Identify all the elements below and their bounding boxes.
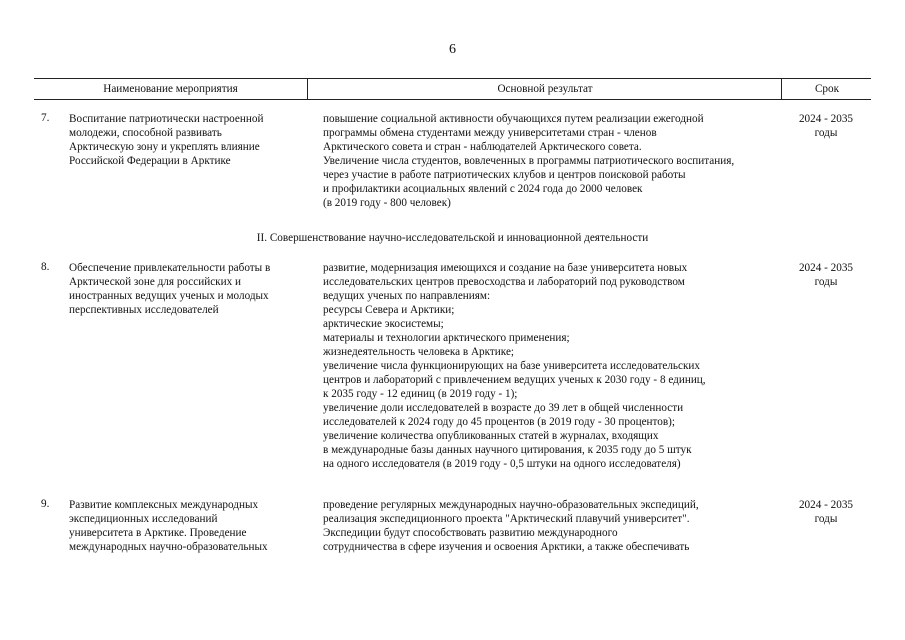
activity-name-line: Арктическую зону и укреплять влияние bbox=[69, 141, 260, 153]
term-line: годы bbox=[814, 513, 838, 525]
activity-name-line: Российской Федерации в Арктике bbox=[69, 155, 231, 167]
activity-name-line: университета в Арктике. Проведение bbox=[69, 527, 247, 539]
result-line: (в 2019 году - 800 человек) bbox=[323, 197, 451, 209]
result-line: реализация экспедиционного проекта "Арктический плавучий университет". bbox=[323, 513, 690, 525]
result-line: исследователей к 2024 году до 45 процентов (в 2019 году - 30 процентов); bbox=[323, 416, 675, 428]
term bbox=[786, 498, 866, 526]
main-result bbox=[323, 261, 773, 471]
main-result bbox=[323, 498, 773, 554]
result-line: ресурсы Севера и Арктики; bbox=[323, 304, 455, 316]
result-line: центров и лабораторий с привлечением ведущих ученых к 2030 году - 8 единиц, bbox=[323, 374, 706, 386]
result-line: повышение социальной активности обучающихся путем реализации ежегодной bbox=[323, 113, 704, 125]
section-title: II. Совершенствование научно-исследовательской и инновационной деятельности bbox=[256, 232, 649, 244]
result-line: на одного исследователя (в 2019 году - 0,5 штуки на одного исследователя) bbox=[323, 458, 681, 470]
result-line: Экспедиции будут способствовать развитию международного bbox=[323, 527, 618, 539]
result-line: проведение регулярных международных научно-образовательных экспедиций, bbox=[323, 499, 699, 511]
result-line: увеличение числа функционирующих на базе университета исследовательских bbox=[323, 360, 700, 372]
term-line: 2024 - 2035 bbox=[798, 262, 854, 274]
activity-name-line: Обеспечение привлекательности работы в bbox=[69, 262, 271, 274]
term bbox=[786, 261, 866, 289]
result-line: увеличение доли исследователей в возрасте до 39 лет в общей численности bbox=[323, 402, 684, 414]
page-number: 6 bbox=[449, 42, 456, 57]
row-number: 7. bbox=[41, 112, 50, 124]
header-main-result: Основной результат bbox=[307, 79, 782, 99]
activity-name-line: международных научно-образовательных bbox=[69, 541, 268, 553]
activity-name-line: Арктической зоне для российских и bbox=[69, 276, 241, 288]
activity-name-line: молодежи, способной развивать bbox=[69, 127, 222, 139]
term bbox=[786, 112, 866, 140]
activity-name bbox=[69, 112, 309, 168]
row-number: 8. bbox=[41, 261, 50, 273]
header-term: Срок bbox=[781, 79, 872, 99]
term-line: 2024 - 2035 bbox=[798, 499, 854, 511]
result-line: жизнедеятельность человека в Арктике; bbox=[323, 346, 515, 358]
row-number: 9. bbox=[41, 498, 50, 510]
activity-name-line: Воспитание патриотически настроенной bbox=[69, 113, 264, 125]
term-line: годы bbox=[814, 276, 838, 288]
result-line: к 2035 году - 12 единиц (в 2019 году - 1); bbox=[323, 388, 518, 400]
result-line: программы обмена студентами между университетами стран - членов bbox=[323, 127, 657, 139]
result-line: развитие, модернизация имеющихся и создание на базе университета новых bbox=[323, 262, 688, 274]
result-line: материалы и технологии арктического применения; bbox=[323, 332, 570, 344]
result-line: увеличение количества опубликованных статей в журналах, входящих bbox=[323, 430, 659, 442]
activity-name-line: экспедиционных исследований bbox=[69, 513, 218, 525]
result-line: сотрудничества в сфере изучения и освоения Арктики, а также обеспечивать bbox=[323, 541, 690, 553]
header-activity-name: Наименование мероприятия bbox=[103, 83, 238, 95]
activity-name-line: иностранных ведущих ученых и молодых bbox=[69, 290, 269, 302]
activity-name-line: Развитие комплексных международных bbox=[69, 499, 259, 511]
result-line: арктические экосистемы; bbox=[323, 318, 444, 330]
activity-name bbox=[69, 261, 309, 317]
result-line: через участие в работе патриотических клубов и центров поисковой работы bbox=[323, 169, 686, 181]
main-result bbox=[323, 112, 773, 210]
result-line: Увеличение числа студентов, вовлеченных в программы патриотического воспитания, bbox=[323, 155, 735, 167]
result-line: Арктического совета и стран - наблюдателей Арктического совета. bbox=[323, 141, 642, 153]
result-line: и профилактики асоциальных явлений с 2024 года до 2000 человек bbox=[323, 183, 643, 195]
activity-name-line: перспективных исследователей bbox=[69, 304, 219, 316]
activity-name bbox=[69, 498, 309, 554]
result-line: в международные базы данных научного цитирования, к 2035 году до 5 штук bbox=[323, 444, 692, 456]
term-line: 2024 - 2035 bbox=[798, 113, 854, 125]
result-line: ведущих ученых по направлениям: bbox=[323, 290, 491, 302]
term-line: годы bbox=[814, 127, 838, 139]
result-line: исследовательских центров превосходства и лабораторий под руководством bbox=[323, 276, 685, 288]
table-header bbox=[34, 78, 871, 100]
